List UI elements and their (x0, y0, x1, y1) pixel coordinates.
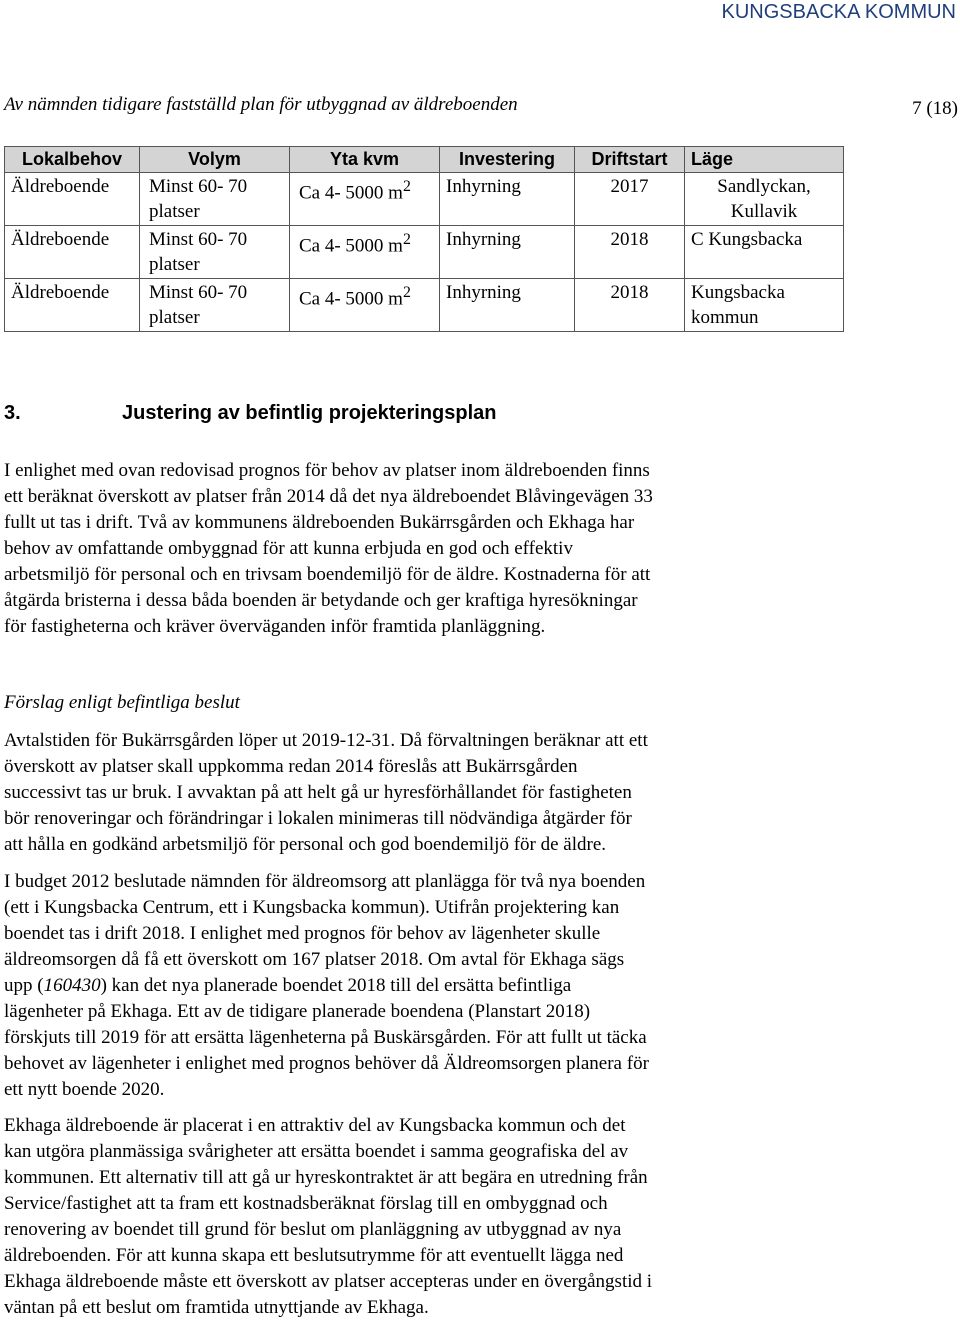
cell-driftstart: 2018 (575, 279, 685, 332)
cell-lokalbehov: Äldreboende (5, 279, 140, 332)
text-line: I budget 2012 beslutade nämnden för äldreomsorg att planlägga för två nya boenden (4, 871, 646, 892)
cell-yta-text: Ca 4- 5000 m (299, 235, 403, 257)
section-heading (4, 400, 904, 426)
column-header: Yta kvm (290, 147, 440, 173)
cell-investering: Inhyrning (440, 226, 575, 279)
text-line: kommunen. Ett alternativ till att gå ur hyreskontraktet är att begära en utredning från (4, 1167, 648, 1188)
text-line: lägenheter på Ekhaga. Ett av de tidigare planerade boendena (Planstart 2018) (4, 1001, 591, 1022)
text-line: äldreboenden. För att kunna skapa ett beslutsutrymme för att eventuellt lägga ned (4, 1245, 624, 1266)
text-line: äldreomsorgen då få ett överskott om 167 platser 2018. Om avtal för Ekhaga sägs (4, 949, 625, 970)
text-line: boendet tas i drift 2018. I enlighet med prognos för behov av lägenheter skulle (4, 923, 601, 944)
text-line: fullt ut tas i drift. Två av kommunens äldreboenden Bukärrsgården och Ekhaga har (4, 512, 635, 533)
cell-yta (290, 279, 440, 332)
column-header: Investering (440, 147, 575, 173)
text-line: åtgärda bristerna i dessa båda boenden är betydande och ger kraftiga hyresökningar (4, 590, 638, 611)
expansion-plan-table (4, 146, 844, 332)
text-line: för fastigheterna och kräver överväganden inför framtida planläggning. (4, 616, 546, 637)
text-line: väntan på ett beslut om framtida utnyttjande av Ekhaga. (4, 1297, 429, 1318)
column-header: Lokalbehov (5, 147, 140, 173)
text-line: överskott av platser skall uppkomma redan 2014 föreslås att Bukärrsgården (4, 756, 578, 777)
document-subtitle: Av nämnden tidigare fastställd plan för utbyggnad av äldreboenden (4, 94, 518, 115)
text-line: arbetsmiljö för personal och en trivsam boendemiljö för de äldre. Kostnaderna för att (4, 564, 651, 585)
text-line: Service/fastighet att ta fram ett kostnadsberäknat förslag till en ombyggnad och (4, 1193, 608, 1214)
cell-volym-line: platser (149, 307, 200, 328)
cell-volym (140, 173, 290, 226)
cell-volym-line: Minst 60- 70 (149, 176, 248, 197)
text-fragment: ) kan det nya planerade boendet 2018 till del ersätta befintliga (100, 975, 572, 996)
text-line: ett nytt boende 2020. (4, 1079, 165, 1100)
text-line: Ekhaga äldreboende måste ett överskott av platser accepteras under en övergångstid i (4, 1271, 653, 1292)
text-line: bör renoveringar och förändringar i lokalen minimeras till nödvändiga åtgärder för (4, 808, 632, 829)
text-line: renovering av boendet till grund för beslut om planläggning av utbyggnad av nya (4, 1219, 622, 1240)
text-line: I enlighet med ovan redovisad prognos för behov av platser inom äldreboenden finns (4, 460, 650, 481)
cell-volym-line: Minst 60- 70 (149, 282, 248, 303)
cell-volym (140, 226, 290, 279)
cell-yta-text: Ca 4- 5000 m (299, 182, 403, 204)
table-row (5, 279, 844, 332)
cell-investering: Inhyrning (440, 173, 575, 226)
cell-lage-line: kommun (691, 307, 759, 328)
cell-driftstart: 2017 (575, 173, 685, 226)
column-header: Volym (140, 147, 290, 173)
cell-lage (685, 226, 844, 279)
column-header: Driftstart (575, 147, 685, 173)
proposal-paragraph-3 (4, 1113, 959, 1321)
organization-header: KUNGSBACKA KOMMUN (721, 1, 956, 23)
section-title: Justering av befintlig projekteringsplan (122, 402, 497, 424)
text-line: Ekhaga äldreboende är placerat i en attraktiv del av Kungsbacka kommun och det (4, 1115, 626, 1136)
text-line: att hålla en godkänd arbetsmiljö för personal och god boendemiljö för de äldre. (4, 834, 607, 855)
cell-volym-line: platser (149, 254, 200, 275)
cell-yta-sup: 2 (402, 284, 411, 301)
table-header-row (5, 147, 844, 173)
column-header: Läge (685, 147, 844, 173)
proposal-heading: Förslag enligt befintliga beslut (4, 692, 240, 713)
section-number: 3. (4, 402, 21, 424)
text-line: förskjuts till 2019 för att ersätta lägenheterna på Buskärsgården. För att fullt ut täcka (4, 1027, 647, 1048)
cell-lage-line: C Kungsbacka (691, 229, 803, 250)
cell-lage-line: Sandlyckan, (717, 176, 811, 197)
cell-lokalbehov: Äldreboende (5, 226, 140, 279)
cell-yta (290, 173, 440, 226)
text-line: Avtalstiden för Bukärrsgården löper ut 2019-12-31. Då förvaltningen beräknar att ett (4, 730, 648, 751)
reference-number: 160430 (43, 975, 101, 996)
cell-investering: Inhyrning (440, 279, 575, 332)
intro-paragraph (4, 458, 959, 640)
cell-yta (290, 226, 440, 279)
cell-lokalbehov: Äldreboende (5, 173, 140, 226)
text-line (4, 973, 959, 999)
cell-lage-line: Kullavik (730, 201, 798, 222)
text-line: kan utgöra planmässiga svårigheter att ersätta boendet i samma geografiska del av (4, 1141, 629, 1162)
table-row (5, 173, 844, 226)
text-line: (ett i Kungsbacka Centrum, ett i Kungsbacka kommun). Utifrån projektering kan (4, 897, 620, 918)
text-line: successivt tas ur bruk. I avvaktan på att helt gå ur hyresförhållandet för fastigheten (4, 782, 632, 803)
proposal-paragraph-2 (4, 869, 959, 1103)
cell-lage (685, 279, 844, 332)
cell-volym-line: Minst 60- 70 (149, 229, 248, 250)
cell-yta-sup: 2 (402, 178, 411, 195)
cell-lage-line: Kungsbacka (691, 282, 785, 303)
text-fragment: upp ( (4, 975, 44, 996)
cell-driftstart: 2018 (575, 226, 685, 279)
text-line: ett beräknat överskott av platser från 2014 då det nya äldreboendet Blåvingevägen 33 (4, 486, 653, 507)
text-line: behov av omfattande ombyggnad för att kunna erbjuda en god och effektiv (4, 538, 573, 559)
text-line: behovet av lägenheter i enlighet med prognos behöver då Äldreomsorgen planera för (4, 1053, 649, 1074)
table-row (5, 226, 844, 279)
cell-volym (140, 279, 290, 332)
page-number: 7 (18) (912, 98, 958, 119)
cell-lage (685, 173, 844, 226)
cell-yta-sup: 2 (402, 231, 411, 248)
proposal-paragraph-1 (4, 728, 959, 858)
cell-volym-line: platser (149, 201, 200, 222)
cell-yta-text: Ca 4- 5000 m (299, 288, 403, 310)
